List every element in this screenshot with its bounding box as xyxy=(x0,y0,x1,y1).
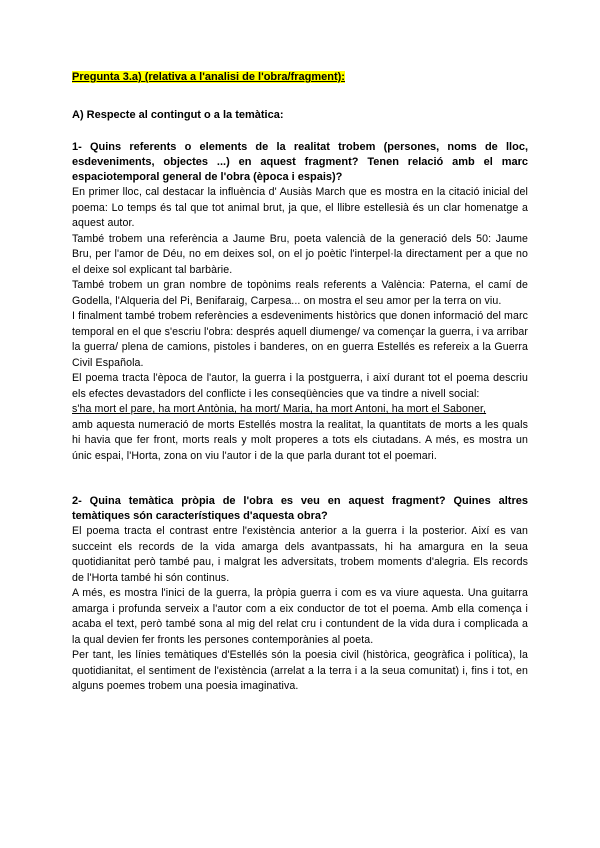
answer-text: El poema tracta l'època de l'autor, la guerra i la postguerra, i així durant tot el poema descriu els efectes devastadors del conflicte i les conseqüències que va tindre a nivell social: xyxy=(72,372,528,400)
question-1-answer-paragraph: També trobem una referència a Jaume Bru, poeta valencià de la generació dels 50: Jaume Bru, per l'amor de Déu, no em deixes sol, on el jo poètic l'interpel·la directament per a que no el deixe sol explicant tal barbàrie. xyxy=(72,232,528,276)
question-1-answer-paragraph-last xyxy=(72,371,528,464)
underlined-quote: s'ha mort el pare, ha mort Antònia, ha mort/ Maria, ha mort Antoni, ha mort el Saboner, xyxy=(72,403,487,415)
question-2-answer-paragraph: Per tant, les línies temàtiques d'Estellés són la poesia civil (històrica, geogràfica i política), la quotidianitat, el sentiment de l'existència (arrelat a la terra i a la seua comunitat) i, fins i tot, en alguns poemes trobem una poesia imaginativa. xyxy=(72,649,528,692)
question-1-answer-paragraph: També trobem un gran nombre de topònims reals referents a València: Paterna, el camí de Godella, l'Alqueria del Pi, Benifaraig, Carpesa... on mostra el seu amor per la terra on viu. xyxy=(72,279,528,307)
question-2: 2- Quina temàtica pròpia de l'obra es veu en aquest fragment? Quines altres temàtiques són característiques d'aquesta obra? xyxy=(72,495,528,522)
question-1-answer-paragraph: I finalment també trobem referències a esdeveniments històrics que donen informació del marc temporal en el que s'escriu l'obra: després aquell diumenge/ va començar la guerra, i va arribar la guerra/ plena de camions, pistoles i banderes, on en guerra Estellés es refereix a la Guerra Civil Española. xyxy=(72,310,528,369)
question-2-answer-paragraph: A més, es mostra l'inici de la guerra, la pròpia guerra i com es va viure aquesta. Una guitarra amarga i profunda serveix a l'autor com a eix conductor de tot el poema. Amb ella comença i acaba el text, però també sona al mig del relat cru i contundent de la vida dura i complicada a la qual devien fer fronts les persones contemporànies al poeta. xyxy=(72,587,528,646)
highlighted-title: Pregunta 3.a) (relativa a l'analisi de l'obra/fragment): xyxy=(72,71,345,83)
answer-text: amb aquesta numeració de morts Estellés mostra la realitat, la quantitats de morts a les quals hi havia que fer front, morts reals y molt properes a tots els ciutadans. A més, es mostra un únic espai, l'Horta, zona on viu l'autor i de la que parla durant tot el poemari. xyxy=(72,418,528,462)
question-1: 1- Quins referents o elements de la realitat trobem (persones, noms de lloc, esdeveniments, objectes ...) en aquest fragment? Tenen relació amb el marc espaciotemporal general de l'obra (època i espais)? xyxy=(72,141,528,183)
question-1-answer-paragraph: En primer lloc, cal destacar la influència d' Ausiàs March que es mostra en la citació inicial del poema: Lo temps és tal que tot animal brut, ja que, el llibre estellesià és un clar homenatge a aquest autor. xyxy=(72,186,528,229)
page-heading xyxy=(72,70,528,86)
question-2-answer-paragraph: El poema tracta el contrast entre l'existència anterior a la guerra i la posterior. Així es van succeint els records de la vida amarga dels avantpassats, hi ha amargura en la seua quotidianitat però també pau, i malgrat les adversitats, trobem moments d'alegria. Els records de l'Horta també hi són continus. xyxy=(72,525,528,584)
document-page xyxy=(72,70,528,695)
section-a-heading: A) Respecte al contingut o a la temàtica: xyxy=(72,108,284,121)
